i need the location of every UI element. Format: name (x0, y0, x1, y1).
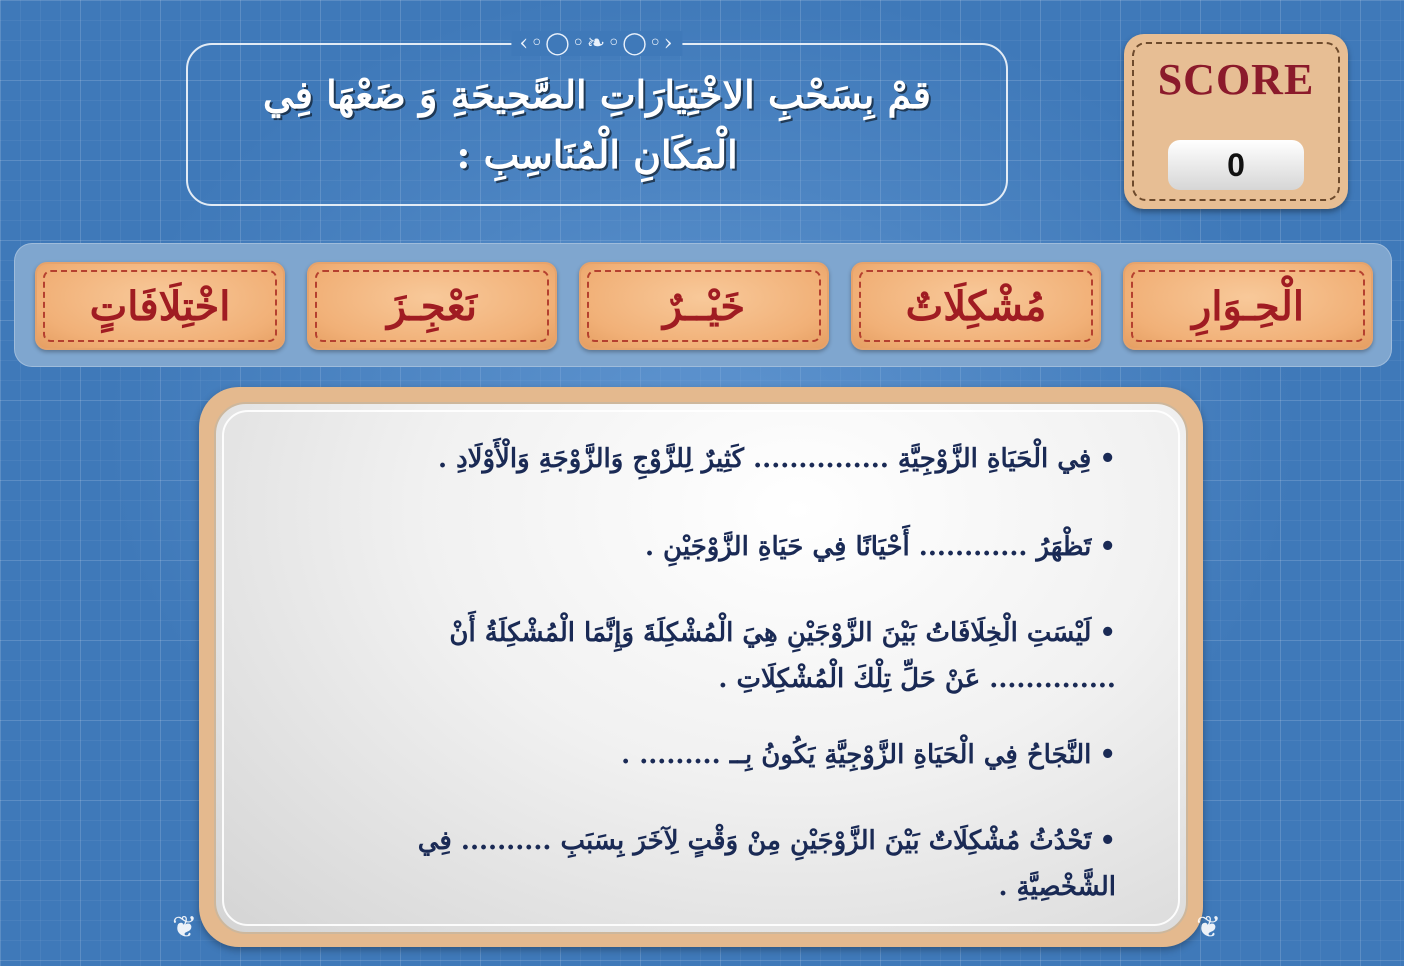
option-label: خَيْــرٌ (662, 282, 746, 330)
bullet: • (1099, 444, 1116, 474)
score-panel (1124, 34, 1348, 209)
instruction-box (186, 31, 1008, 206)
score-value: 0 (1168, 140, 1304, 190)
question-item-5[interactable] (336, 818, 1116, 910)
corner-ornament-right-icon: ❦ (1196, 910, 1222, 945)
question-item-3[interactable] (336, 610, 1116, 702)
option-card-1[interactable] (1123, 262, 1373, 350)
score-label: SCORE (1157, 55, 1315, 104)
bullet: • (1099, 618, 1116, 648)
option-label: مُشْكِلَاتٌ (905, 282, 1047, 330)
question-text: لَيْسَتِ الْخِلَافَاتُ بَيْنَ الزَّوْجَيْنِ هِيَ الْمُشْكِلَةَ وَإِنَّمَا الْمُشْكِلَةُ أَنْ .............. عَنْ حَلِّ تِلْكَ الْمُشْكِلَاتِ . (449, 618, 1116, 694)
question-item-4[interactable] (336, 732, 1116, 778)
question-text: تَظْهَرُ ............ أَحْيَانًا فِي حَيَاةِ الزَّوْجَيْنِ . (644, 532, 1092, 562)
question-item-1[interactable] (336, 436, 1116, 482)
option-card-4[interactable] (307, 262, 557, 350)
question-text: تَحْدُثُ مُشْكِلَاتٌ بَيْنَ الزَّوْجَيْنِ مِنْ وَقْتٍ لِآخَرَ بِسَبَبِ .......... فِي الشَّخْصِيَّةِ . (417, 826, 1116, 902)
option-card-5[interactable] (35, 262, 285, 350)
title-ornament: ‹◦◯◦❧◦◯◦› (511, 31, 682, 56)
instruction-title: قمْ بِسَحْبِ الاخْتِيَارَاتِ الصَّحِيحَةِ وَ ضَعْهَا فِي الْمَكَانِ الْمُنَاسِبِ : (263, 71, 931, 177)
bullet: • (1099, 740, 1116, 770)
question-text: النَّجَاحُ فِي الْحَيَاةِ الزَّوْجِيَّةِ يَكُونُ بِــ ......... . (621, 740, 1092, 770)
bullet: • (1099, 532, 1116, 562)
question-item-2[interactable] (336, 524, 1116, 570)
bullet: • (1099, 826, 1116, 856)
option-card-2[interactable] (851, 262, 1101, 350)
option-label: نَعْجِـزَ (386, 282, 478, 330)
option-label: الْحِـوَارِ (1192, 282, 1304, 330)
question-text: فِي الْحَيَاةِ الزَّوْجِيَّةِ ............... كَثِيرٌ لِلزَّوْجِ وَالزَّوْجَةِ وَالْأَوْلَادِ . (437, 444, 1092, 474)
corner-ornament-left-icon: ❦ (172, 910, 198, 945)
option-card-3[interactable] (579, 262, 829, 350)
option-label: اخْتِلَافَاتٍ (89, 282, 231, 330)
